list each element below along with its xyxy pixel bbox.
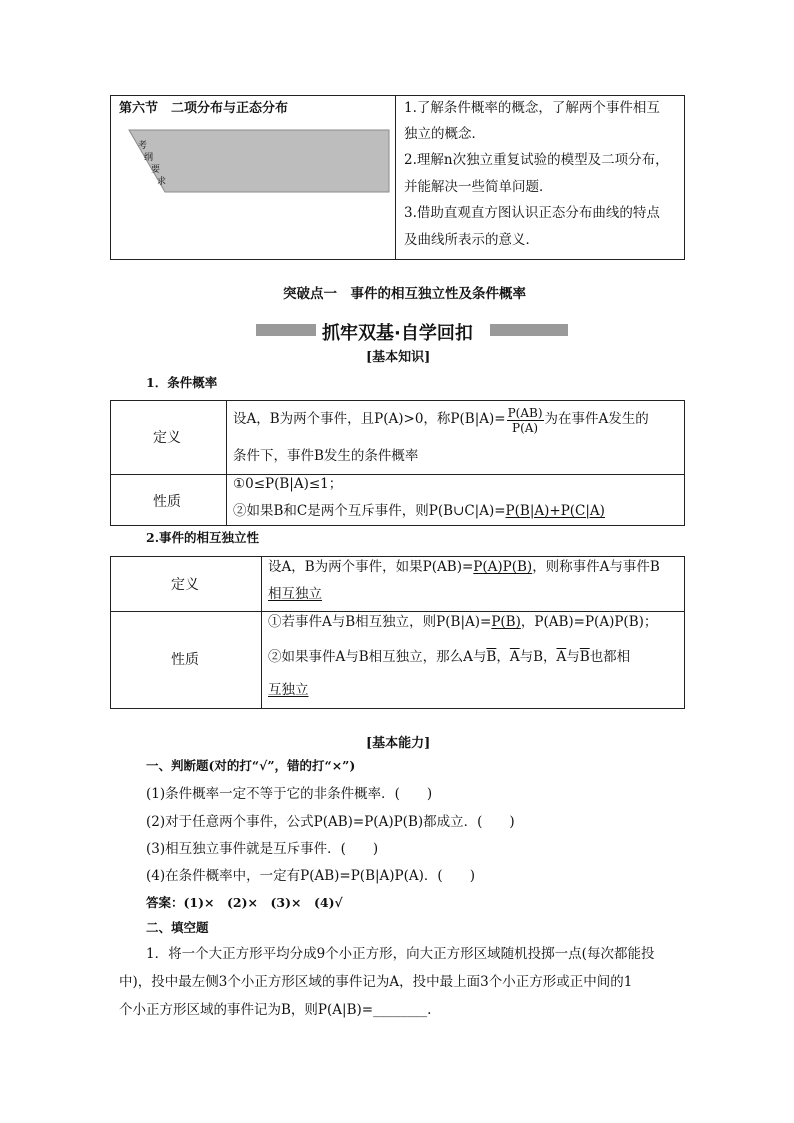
definition-text-2: ，则称事件A与事件B bbox=[532, 559, 660, 575]
fraction-numerator: P(AB) bbox=[507, 405, 543, 420]
fill-line-1: 1．将一个大正方形平均分成9个小正方形，向大正方形区域随机投掷一点(每次都能投 bbox=[146, 946, 655, 962]
property-line-1: ①0≤P(B|A)≤1； bbox=[233, 476, 343, 492]
definition-line-1 bbox=[233, 403, 649, 437]
property-text: ①若事件A与B相互独立，则P(B|A)= bbox=[268, 614, 492, 630]
definition-answer-line-2: 相互独立 bbox=[268, 586, 322, 602]
judge-item-3: (3)相互独立事件就是互斥事件．( ) bbox=[146, 841, 379, 857]
tag-char-2: 纲 bbox=[144, 153, 154, 163]
requirement-line-5: 3.借助直观直方图认识正态分布曲线的特点 bbox=[404, 205, 660, 221]
property-label: 性质 bbox=[171, 652, 199, 668]
property-answer: P(B|A)+P(C|A) bbox=[505, 503, 605, 519]
fill-line-3: 个小正方形区域的事件记为B，则P(A|B)=________. bbox=[119, 1002, 432, 1018]
property-text-2: ，P(AB)=P(A)P(B)； bbox=[520, 614, 658, 630]
judge-heading: 一、判断题(对的打“√”，错的打“×”) bbox=[146, 758, 356, 773]
property-label: 性质 bbox=[153, 494, 181, 510]
property-line-2 bbox=[233, 505, 605, 519]
judge-item-4: (4)在条件概率中，一定有P(AB)=P(B|A)P(A)．( ) bbox=[146, 868, 475, 884]
property-text: 也都相 bbox=[589, 649, 631, 665]
tag-char-1: 考 bbox=[138, 141, 148, 151]
syllabus-table bbox=[110, 95, 685, 260]
basic-ability-heading: [基本能力] bbox=[366, 736, 431, 751]
judge-item-2: (2)对于任意两个事件，公式P(AB)=P(A)P(B)都成立．( ) bbox=[146, 814, 515, 830]
definition-line-1 bbox=[268, 561, 660, 575]
property-text: 与B， bbox=[519, 649, 557, 665]
property-text: ， bbox=[496, 649, 510, 665]
conditional-fraction bbox=[507, 407, 544, 434]
property-line-1 bbox=[268, 616, 657, 630]
property-line-2 bbox=[268, 651, 630, 665]
judge-item-1: (1)条件概率一定不等于它的非条件概率．( ) bbox=[146, 786, 433, 802]
banner-title: 抓牢双基·自学回扣 bbox=[322, 323, 473, 344]
definition-label: 定义 bbox=[171, 577, 199, 593]
table-divider bbox=[395, 96, 396, 259]
requirement-line-2: 独立的概念． bbox=[404, 126, 485, 142]
judge-answer: 答案：(1)× (2)× (3)× (4)√ bbox=[146, 895, 343, 910]
fill-heading: 二、填空题 bbox=[146, 920, 209, 935]
requirement-line-1: 1.了解条件概率的概念，了解两个事件相互 bbox=[404, 100, 660, 116]
requirement-line-4: 并能解决一些简单问题． bbox=[404, 179, 553, 195]
definition-label: 定义 bbox=[153, 430, 181, 446]
definition-answer: P(A)P(B) bbox=[473, 559, 533, 575]
point-title: 突破点一 事件的相互独立性及条件概率 bbox=[283, 286, 526, 302]
tag-char-4: 求 bbox=[157, 177, 167, 187]
requirement-line-6: 及曲线所表示的意义． bbox=[404, 232, 539, 248]
tag-char-3: 要 bbox=[151, 165, 161, 175]
property-answer: P(B) bbox=[491, 614, 521, 630]
conditional-probability-heading: 1．条件概率 bbox=[146, 375, 218, 390]
property-text: ②如果B和C是两个互斥事件，则P(B∪C|A)= bbox=[233, 503, 506, 519]
definition-text-b: 为在事件A发生的 bbox=[544, 411, 649, 428]
definition-text: 设A，B为两个事件，如果P(AB)= bbox=[268, 559, 474, 575]
property-text: 与 bbox=[566, 649, 580, 665]
complement-a: $\overline{A}$ bbox=[509, 649, 520, 665]
property-text: ②如果事件A与B相互独立，那么A与 bbox=[268, 649, 487, 665]
table-divider bbox=[110, 611, 685, 612]
independence-heading: 2.事件的相互独立性 bbox=[146, 530, 260, 545]
section-title: 第六节 二项分布与正态分布 bbox=[119, 101, 289, 116]
complement-b: $\overline{B}$ bbox=[486, 649, 497, 665]
property-line-3: 互独立 bbox=[268, 682, 309, 698]
fill-line-2: 中)，投中最左侧3个小正方形区域的事件记为A，投中最上面3个小正方形或正中间的1 bbox=[119, 974, 633, 990]
definition-text-a: 设A，B为两个事件，且P(A)>0，称P(B|A)= bbox=[233, 411, 506, 428]
basic-knowledge-heading: [基本知识] bbox=[366, 350, 431, 365]
complement-a: $\overline{A}$ bbox=[556, 649, 567, 665]
complement-b: $\overline{B}$ bbox=[579, 649, 590, 665]
table-divider bbox=[226, 400, 227, 526]
requirement-line-3: 2.理解n次独立重复试验的模型及二项分布， bbox=[404, 152, 669, 168]
fraction-denominator: P(A) bbox=[512, 420, 539, 435]
table-divider bbox=[110, 474, 685, 475]
definition-line-2: 条件下，事件B发生的条件概率 bbox=[233, 448, 419, 464]
table-divider bbox=[261, 556, 262, 709]
banner-bar-left bbox=[256, 324, 316, 336]
banner-bar-right bbox=[490, 324, 568, 336]
